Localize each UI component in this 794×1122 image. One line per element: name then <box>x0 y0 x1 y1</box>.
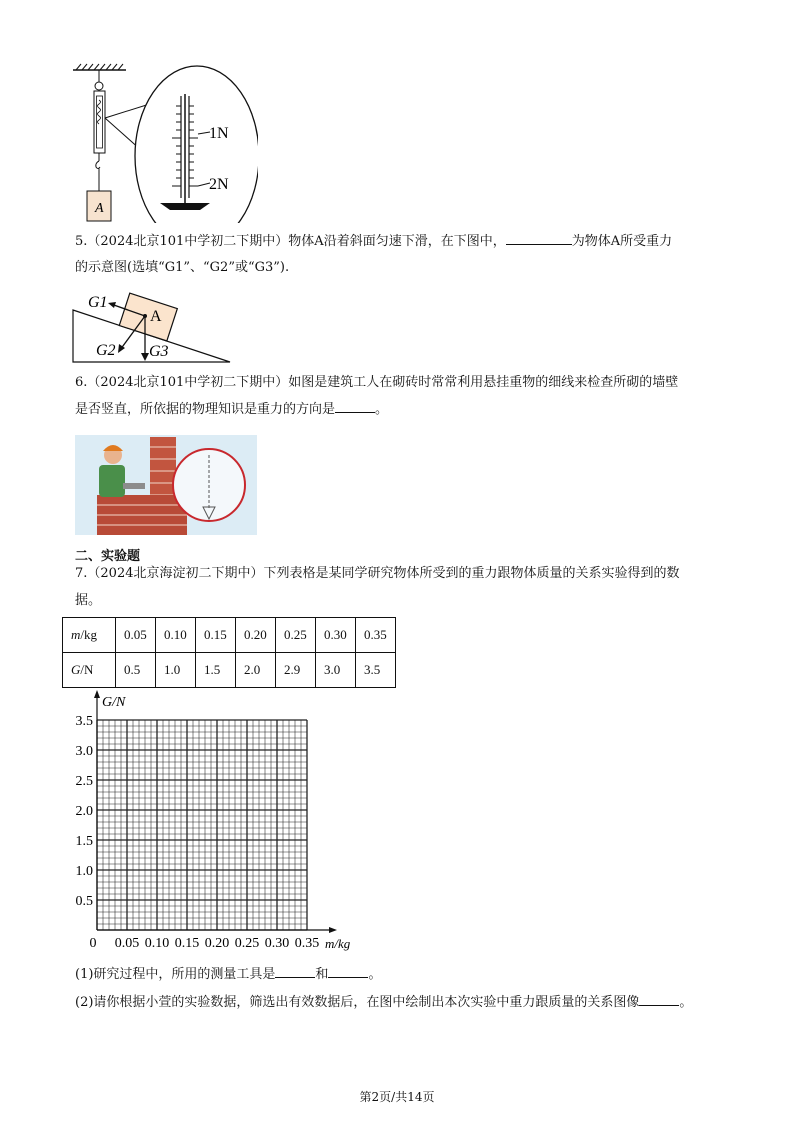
table-cell: 3.0 <box>316 653 356 688</box>
table-cell: 0.35 <box>356 618 396 653</box>
table-cell: 0.5 <box>116 653 156 688</box>
x-axis-arrow <box>329 927 337 933</box>
y-tick-label: 1.5 <box>75 834 93 849</box>
y-axis-label: G/N <box>102 695 126 710</box>
table-row-header: G/N <box>63 653 116 688</box>
q6-line2-text: 是否竖直，所依据的物理知识是重力的方向是 <box>75 402 336 417</box>
scale-mark-1n: 1N <box>209 125 229 142</box>
block-a-label: A <box>95 201 104 216</box>
q7-sub1-mid: 和 <box>315 967 329 982</box>
section-title: 二、实验题 <box>75 549 141 564</box>
table-cell: 0.20 <box>236 618 276 653</box>
table-cell: 1.0 <box>156 653 196 688</box>
q7-sub2-text: (2)请你根据小萱的实验数据，筛选出有效数据后，在图中绘制出本次实验中重力跟质量的关系图像 <box>75 995 640 1010</box>
table-row <box>63 653 396 688</box>
incline-block-label: A <box>150 308 162 325</box>
x-tick-label: 0.20 <box>204 936 230 951</box>
q7-line1: 7.（2024北京海淀初二下期中）下列表格是某同学研究物体所受到的重力跟物体质量的关系实验得到的数 <box>75 566 680 581</box>
table-cell: 0.30 <box>316 618 356 653</box>
data-table <box>62 617 396 688</box>
x-tick-label: 0 <box>89 936 97 951</box>
y-tick-label: 2.5 <box>75 774 93 789</box>
q5-after-blank: 为物体A所受重力 <box>571 234 673 249</box>
y-tick-label: 2.0 <box>75 804 93 819</box>
q6-line1: 6.（2024北京101中学初二下期中）如图是建筑工人在砌砖时常常利用悬挂重物的细线来检查所砌的墙壁 <box>75 375 679 390</box>
q7-line2: 据。 <box>75 593 102 608</box>
q5-line2: 的示意图(选填“G1”、“G2”或“G3”). <box>75 260 290 275</box>
page-footer: 第2页/共14页 <box>359 1090 435 1104</box>
scale-mark-2n: 2N <box>209 176 229 193</box>
bricklayer-illustration <box>75 435 257 535</box>
q5-answer-blank[interactable] <box>506 230 572 245</box>
x-tick-label: 0.30 <box>264 936 290 951</box>
x-axis-label: m/kg <box>325 936 351 951</box>
q6-line2 <box>75 398 388 422</box>
q7-sub1-text: (1)研究过程中，所用的测量工具是 <box>75 967 276 982</box>
table-row <box>63 618 396 653</box>
spring-scale-figure <box>68 58 258 223</box>
q7-sub2 <box>75 991 692 1015</box>
q7-sub1-end: 。 <box>368 967 382 982</box>
q7-sub2-end: 。 <box>679 995 693 1010</box>
x-tick-label: 0.15 <box>174 936 200 951</box>
x-tick-label: 0.05 <box>114 936 140 951</box>
arrow-label-g2: G2 <box>96 342 116 359</box>
table-cell: 0.10 <box>156 618 196 653</box>
table-cell: 0.15 <box>196 618 236 653</box>
q6-end: 。 <box>375 402 389 417</box>
graph-grid[interactable] <box>62 690 372 955</box>
x-tick-label: 0.10 <box>144 936 170 951</box>
table-cell: 3.5 <box>356 653 396 688</box>
arrow-label-g1: G1 <box>88 294 108 311</box>
q7-sub1-blank-1[interactable] <box>275 963 315 978</box>
q7-sub2-blank[interactable] <box>639 991 679 1006</box>
y-tick-label: 0.5 <box>75 894 93 909</box>
table-cell: 0.25 <box>276 618 316 653</box>
y-tick-label: 3.5 <box>75 714 93 729</box>
q5-line1 <box>75 230 672 254</box>
incline-figure <box>68 288 238 368</box>
arrow-label-g3: G3 <box>149 343 169 360</box>
table-cell: 2.9 <box>276 653 316 688</box>
q7-sub1 <box>75 963 381 987</box>
x-tick-label: 0.35 <box>294 936 320 951</box>
table-row-header: m/kg <box>63 618 116 653</box>
x-tick-label: 0.25 <box>234 936 260 951</box>
table-cell: 2.0 <box>236 653 276 688</box>
table-cell: 0.05 <box>116 618 156 653</box>
y-axis-arrow <box>94 690 100 698</box>
y-tick-label: 1.0 <box>75 864 93 879</box>
q5-source-text: 5.（2024北京101中学初二下期中）物体A沿着斜面匀速下滑，在下图中， <box>75 234 506 249</box>
q6-answer-blank[interactable] <box>335 398 375 413</box>
table-cell: 1.5 <box>196 653 236 688</box>
q7-sub1-blank-2[interactable] <box>328 963 368 978</box>
y-tick-label: 3.0 <box>75 744 93 759</box>
